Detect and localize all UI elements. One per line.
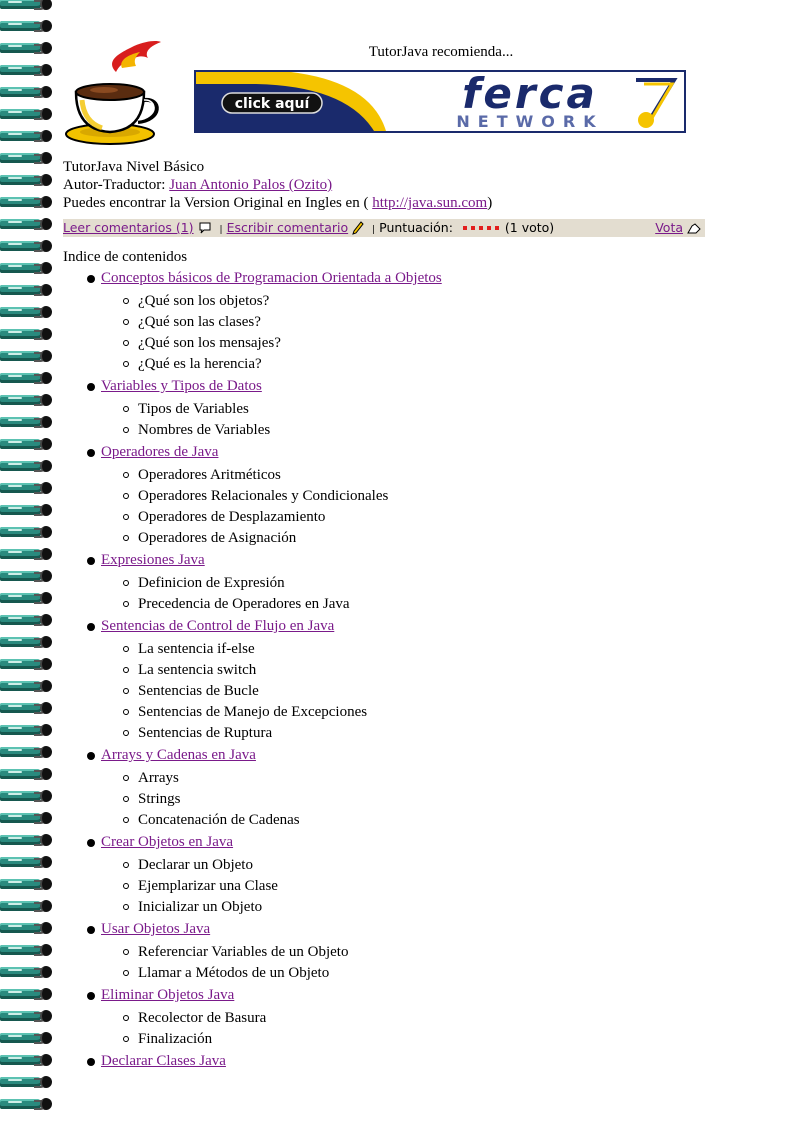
binding-ring (0, 216, 56, 237)
speech-bubble-icon (198, 221, 212, 235)
toc-section-link[interactable]: Conceptos básicos de Programacion Orientada a Objetos (101, 270, 442, 286)
toc-subitem (101, 963, 442, 984)
toc-subitem-label: Declarar un Objeto (138, 857, 253, 873)
circle-bullet-icon (123, 775, 129, 781)
circle-bullet-icon (123, 472, 129, 478)
binding-ring (0, 370, 56, 391)
votes-count: (1 voto) (504, 220, 555, 235)
toc-subitem-label: Tipos de Variables (138, 401, 249, 417)
toc-subitem-label: La sentencia switch (138, 662, 257, 678)
toc-subitem-label: Definicion de Expresión (138, 575, 285, 591)
binding-ring (0, 194, 56, 215)
toc-subitem (101, 594, 442, 615)
toc-subitems (101, 463, 442, 549)
binding-ring (0, 920, 56, 941)
author-line (63, 176, 492, 194)
toc-section (63, 918, 442, 984)
toc-subitem (101, 399, 442, 420)
toc-section (63, 549, 442, 615)
toc-subitem-label: Ejemplarizar una Clase (138, 878, 278, 894)
circle-bullet-icon (123, 514, 129, 520)
binding-ring (0, 832, 56, 853)
toc-subitem (101, 465, 442, 486)
toc-subitem-label: Concatenación de Cadenas (138, 812, 300, 828)
binding-ring (0, 436, 56, 457)
toc-subitems (101, 289, 442, 375)
circle-bullet-icon (123, 883, 129, 889)
circle-bullet-icon (123, 340, 129, 346)
bullet-icon (87, 449, 95, 457)
toc-section-link[interactable]: Operadores de Java (101, 444, 219, 460)
toc-subitem (101, 1008, 442, 1029)
toc-section-link[interactable]: Declarar Clases Java (101, 1053, 226, 1069)
binding-ring (0, 106, 56, 127)
binding-ring (0, 18, 56, 39)
binding-ring (0, 1008, 56, 1029)
toc-section-row (101, 918, 442, 940)
separator: | (219, 225, 223, 235)
circle-bullet-icon (123, 730, 129, 736)
original-prefix: Puedes encontrar la Version Original en Ingles en ( (63, 195, 373, 211)
circle-bullet-icon (123, 493, 129, 499)
circle-bullet-icon (123, 580, 129, 586)
toc-subitem-label: Operadores de Asignación (138, 530, 297, 546)
toc-subitem (101, 639, 442, 660)
toc-section-row (101, 831, 442, 853)
binding-ring (0, 678, 56, 699)
circle-bullet-icon (123, 1036, 129, 1042)
score-squares (457, 220, 501, 235)
toc-subitem-label: Nombres de Variables (138, 422, 271, 438)
bullet-icon (87, 839, 95, 847)
author-link[interactable]: Juan Antonio Palos (Ozito) (169, 177, 333, 193)
spiral-binding (0, 0, 56, 1122)
toc-subitem (101, 528, 442, 549)
recommend-text: TutorJava recomienda... (368, 44, 514, 60)
banner-graphic (196, 72, 684, 131)
binding-ring (0, 722, 56, 743)
binding-ring (0, 84, 56, 105)
pencil-icon (352, 221, 364, 235)
tutorial-info (63, 158, 492, 212)
circle-bullet-icon (123, 904, 129, 910)
binding-ring (0, 942, 56, 963)
toc-subitems (101, 940, 442, 984)
toc-subitems (101, 637, 442, 744)
toc-subitem (101, 855, 442, 876)
binding-ring (0, 282, 56, 303)
binding-ring (0, 546, 56, 567)
binding-ring (0, 480, 56, 501)
toc-subitem-label: ¿Qué son las clases? (138, 314, 261, 330)
score-square-icon (471, 226, 475, 230)
toc-section-link[interactable]: Usar Objetos Java (101, 921, 211, 937)
toc-subitem (101, 291, 442, 312)
binding-ring (0, 62, 56, 83)
binding-ring (0, 788, 56, 809)
toc-subitem-label: Inicializar un Objeto (138, 899, 263, 915)
circle-bullet-icon (123, 667, 129, 673)
binding-ring (0, 172, 56, 193)
binding-ring (0, 348, 56, 369)
circle-bullet-icon (123, 298, 129, 304)
toc-section-row (101, 615, 442, 637)
circle-bullet-icon (123, 970, 129, 976)
binding-ring (0, 238, 56, 259)
toc-subitems (101, 1006, 442, 1050)
toc-subitem-label: Precedencia de Operadores en Java (138, 596, 350, 612)
toc-section (63, 984, 442, 1050)
binding-ring (0, 634, 56, 655)
bullet-icon (87, 926, 95, 934)
toc-section-row (101, 744, 442, 766)
circle-bullet-icon (123, 1015, 129, 1021)
circle-bullet-icon (123, 319, 129, 325)
toc-subitem-label: Sentencias de Manejo de Excepciones (138, 704, 368, 720)
toc-subitem-label: Referenciar Variables de un Objeto (138, 944, 349, 960)
toc-subitems (101, 766, 442, 831)
binding-ring (0, 590, 56, 611)
binding-ring (0, 876, 56, 897)
banner-button-label: click aquí (234, 96, 310, 112)
binding-ring (0, 0, 56, 17)
toc-subitem-label: Sentencias de Ruptura (138, 725, 273, 741)
circle-bullet-icon (123, 427, 129, 433)
toc-subitem-label: Llamar a Métodos de un Objeto (138, 965, 330, 981)
toc-subitem (101, 312, 442, 333)
toc-subitem-label: Finalización (138, 1031, 213, 1047)
binding-ring (0, 326, 56, 347)
toc-subitem-label: Recolector de Basura (138, 1010, 267, 1026)
binding-ring (0, 656, 56, 677)
binding-ring (0, 1074, 56, 1095)
circle-bullet-icon (123, 406, 129, 412)
toc-subitem (101, 942, 442, 963)
binding-ring (0, 744, 56, 765)
binding-ring (0, 700, 56, 721)
bullet-icon (87, 383, 95, 391)
binding-ring (0, 304, 56, 325)
toc-subitem (101, 768, 442, 789)
ferca-network-banner[interactable] (194, 70, 686, 133)
toc-section (63, 1050, 442, 1072)
toc-section (63, 831, 442, 918)
original-line (63, 194, 492, 212)
binding-ring (0, 150, 56, 171)
toc-section (63, 441, 442, 549)
toc-subitem-label: La sentencia if-else (138, 641, 255, 657)
toc-section-row (101, 984, 442, 1006)
toc-subitem (101, 789, 442, 810)
toc-subitem-label: Operadores de Desplazamiento (138, 509, 326, 525)
binding-ring (0, 964, 56, 985)
toc-section-row (101, 375, 442, 397)
binding-ring (0, 854, 56, 875)
toc-subitem (101, 1029, 442, 1050)
binding-ring (0, 986, 56, 1007)
binding-ring (0, 766, 56, 787)
table-of-contents (63, 247, 442, 1072)
circle-bullet-icon (123, 796, 129, 802)
rating-bar (63, 219, 705, 237)
binding-ring (0, 260, 56, 281)
toc-section-row (101, 1050, 442, 1072)
circle-bullet-icon (123, 709, 129, 715)
banner-brand-sub: NETWORK (456, 112, 604, 131)
binding-ring (0, 1052, 56, 1073)
binding-ring (0, 524, 56, 545)
toc-subitems (101, 853, 442, 918)
bullet-icon (87, 623, 95, 631)
toc-section (63, 267, 442, 375)
toc-subitem (101, 810, 442, 831)
vote-link[interactable]: Vota (655, 220, 684, 235)
write-comment-link[interactable]: Escribir comentario (226, 220, 349, 235)
circle-bullet-icon (123, 535, 129, 541)
toc-section-link[interactable]: Variables y Tipos de Datos (101, 378, 262, 394)
toc-subitem (101, 333, 442, 354)
toc-subitem-label: Sentencias de Bucle (138, 683, 259, 699)
bullet-icon (87, 275, 95, 283)
score-label: Puntuación: (379, 220, 453, 235)
level-text: TutorJava Nivel Básico (63, 159, 205, 175)
toc-subitem (101, 702, 442, 723)
coffee-cup-logo (64, 38, 164, 146)
toc-subitem (101, 660, 442, 681)
toc-section-link[interactable]: Crear Objetos en Java (101, 834, 234, 850)
binding-ring (0, 40, 56, 61)
toc-subitem-label: Strings (138, 791, 181, 807)
binding-ring (0, 1030, 56, 1051)
bullet-icon (87, 992, 95, 1000)
original-suffix: ) (487, 195, 493, 211)
circle-bullet-icon (123, 817, 129, 823)
binding-ring (0, 810, 56, 831)
toc-section-row (101, 549, 442, 571)
score-square-icon (495, 226, 499, 230)
toc-section-link[interactable]: Sentencias de Control de Flujo en Java (101, 618, 335, 634)
read-comments-link[interactable]: Leer comentarios (1) (63, 220, 194, 235)
toc-section-row (101, 441, 442, 463)
toc-subitem (101, 723, 442, 744)
toc-subitem-label: Operadores Relacionales y Condicionales (138, 488, 389, 504)
binding-ring (0, 568, 56, 589)
binding-ring (0, 414, 56, 435)
toc-sections (63, 267, 442, 1072)
toc-subitem (101, 681, 442, 702)
toc-subitem (101, 897, 442, 918)
circle-bullet-icon (123, 862, 129, 868)
vote-hand-icon (687, 223, 701, 235)
toc-section-row (101, 267, 442, 289)
bullet-icon (87, 557, 95, 565)
binding-ring (0, 502, 56, 523)
banner-brand: ferca (462, 72, 598, 118)
toc-section (63, 744, 442, 831)
score-square-icon (479, 226, 483, 230)
toc-subitem-label: Arrays (138, 770, 179, 786)
toc-subitem-label: Operadores Aritméticos (138, 467, 281, 483)
binding-ring (0, 458, 56, 479)
toc-subitem (101, 420, 442, 441)
bullet-icon (87, 752, 95, 760)
toc-section-link[interactable]: Expresiones Java (101, 552, 205, 568)
toc-subitem (101, 486, 442, 507)
separator: | (372, 225, 376, 235)
binding-ring (0, 392, 56, 413)
circle-bullet-icon (123, 601, 129, 607)
toc-title: Indice de contenidos (63, 249, 188, 265)
toc-subitem-label: ¿Qué son los objetos? (138, 293, 270, 309)
bullet-icon (87, 1058, 95, 1066)
toc-subitem (101, 573, 442, 594)
toc-subitems (101, 571, 442, 615)
author-prefix: Autor-Traductor: (63, 177, 170, 193)
binding-ring (0, 128, 56, 149)
binding-ring (0, 898, 56, 919)
toc-subitem (101, 876, 442, 897)
original-url-link[interactable]: http://java.sun.com (372, 195, 488, 211)
circle-bullet-icon (123, 646, 129, 652)
toc-subitems (101, 397, 442, 441)
circle-bullet-icon (123, 949, 129, 955)
toc-subitem (101, 354, 442, 375)
toc-subitem-label: ¿Qué son los mensajes? (138, 335, 281, 351)
toc-subitem (101, 507, 442, 528)
toc-section-link[interactable]: Eliminar Objetos Java (101, 987, 235, 1003)
score-square-icon (487, 226, 491, 230)
score-square-icon (463, 226, 467, 230)
circle-bullet-icon (123, 361, 129, 367)
binding-ring (0, 1096, 56, 1117)
binding-ring (0, 612, 56, 633)
toc-section-link[interactable]: Arrays y Cadenas en Java (101, 747, 256, 763)
toc-section (63, 375, 442, 441)
toc-section (63, 615, 442, 744)
toc-subitem-label: ¿Qué es la herencia? (138, 356, 262, 372)
circle-bullet-icon (123, 688, 129, 694)
